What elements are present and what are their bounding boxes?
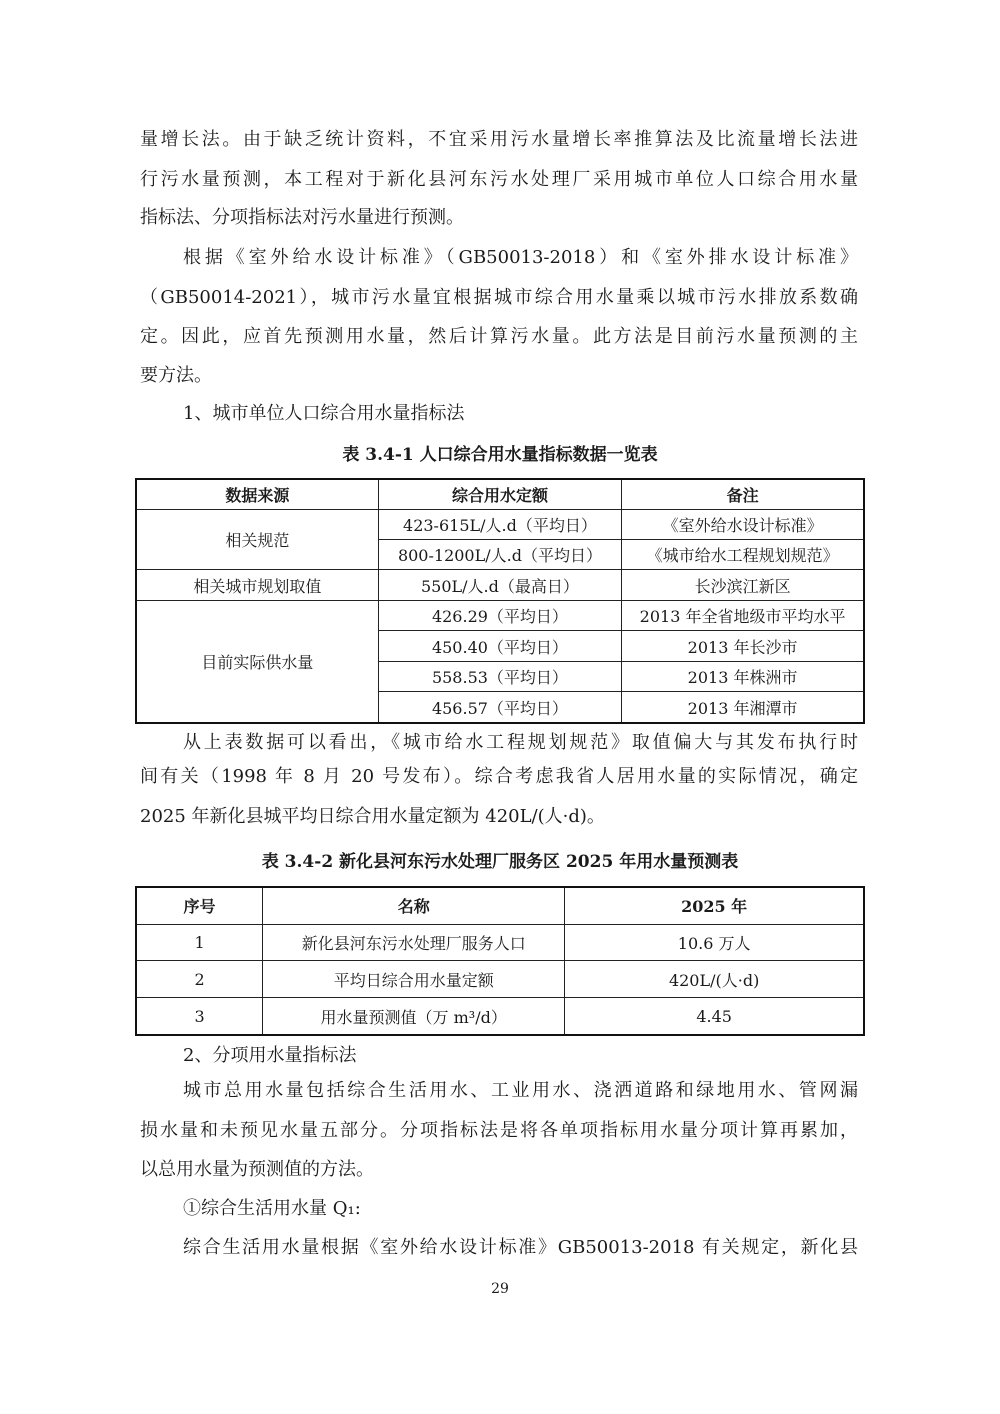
section-heading-1: 1、城市单位人口综合用水量指标法 xyxy=(183,403,465,424)
text-line: 综合生活用水量根据《室外给水设计标准》GB50013-2018 有关规定，新化县 xyxy=(183,1237,858,1258)
table1-caption: 表 3.4-1 人口综合用水量指标数据一览表 xyxy=(342,445,658,465)
section-heading-3: ①综合生活用水量 Q₁: xyxy=(183,1198,361,1219)
text-line: 行污水量预测，本工程对于新化县河东污水处理厂采用城市单位人口综合用水量 xyxy=(140,169,858,190)
table-row xyxy=(136,961,864,998)
quota-cell: 550L/人.d（最高日） xyxy=(378,570,621,600)
table-row xyxy=(136,600,864,630)
text-line: 从上表数据可以看出，《城市给水工程规划规范》取值偏大与其发布执行时 xyxy=(183,732,858,753)
note-cell: 2013 年全省地级市平均水平 xyxy=(622,600,864,630)
table-row xyxy=(136,570,864,600)
table-header-row xyxy=(136,887,864,924)
table-row xyxy=(136,924,864,961)
text-line: 根据《室外给水设计标准》（GB50013-2018）和《室外排水设计标准》 xyxy=(183,247,858,268)
text-line: 以总用水量为预测值的方法。 xyxy=(140,1159,374,1180)
text-line: 定。因此，应首先预测用水量，然后计算污水量。此方法是目前污水量预测的主 xyxy=(140,326,858,347)
table-header-row xyxy=(136,479,864,509)
section-heading-2: 2、分项用水量指标法 xyxy=(183,1045,357,1066)
column-header: 数据来源 xyxy=(136,479,378,509)
table-row xyxy=(136,998,864,1035)
value-cell: 10.6 万人 xyxy=(565,924,864,961)
note-cell: 《室外给水设计标准》 xyxy=(622,509,864,539)
quota-cell: 450.40（平均日） xyxy=(378,631,621,661)
table-row xyxy=(136,509,864,539)
note-cell: 2013 年株洲市 xyxy=(622,661,864,691)
column-header: 综合用水定额 xyxy=(378,479,621,509)
note-cell: 2013 年长沙市 xyxy=(622,631,864,661)
text-line: 城市总用水量包括综合生活用水、工业用水、浇洒道路和绿地用水、管网漏 xyxy=(183,1080,858,1101)
name-cell: 平均日综合用水量定额 xyxy=(263,961,565,998)
text-line: 指标法、分项指标法对污水量进行预测。 xyxy=(140,207,464,228)
column-header: 序号 xyxy=(136,887,263,924)
water-forecast-table xyxy=(135,886,865,1036)
water-quota-table xyxy=(135,478,865,724)
quota-cell: 800-1200L/人.d（平均日） xyxy=(378,539,621,569)
column-header: 2025 年 xyxy=(565,887,864,924)
column-header: 备注 xyxy=(622,479,864,509)
source-cell: 相关城市规划取值 xyxy=(136,570,378,600)
note-cell: 长沙滨江新区 xyxy=(622,570,864,600)
note-cell: 《城市给水工程规划规范》 xyxy=(622,539,864,569)
column-header: 名称 xyxy=(263,887,565,924)
page-number: 29 xyxy=(491,1281,509,1297)
source-cell: 相关规范 xyxy=(136,509,378,570)
text-line: （GB50014-2021），城市污水量宜根据城市综合用水量乘以城市污水排放系数确 xyxy=(140,287,858,308)
text-line: 2025 年新化县城平均日综合用水量定额为 420L/(人·d)。 xyxy=(140,806,605,827)
value-cell: 420L/(人·d) xyxy=(565,961,864,998)
index-cell: 1 xyxy=(136,924,263,961)
quota-cell: 426.29（平均日） xyxy=(378,600,621,630)
text-line: 要方法。 xyxy=(140,365,212,386)
index-cell: 3 xyxy=(136,998,263,1035)
source-cell: 目前实际供水量 xyxy=(136,600,378,723)
name-cell: 用水量预测值（万 m³/d） xyxy=(263,998,565,1035)
text-line: 损水量和未预见水量五部分。分项指标法是将各单项指标用水量分项计算再累加， xyxy=(140,1120,858,1141)
table2-caption: 表 3.4-2 新化县河东污水处理厂服务区 2025 年用水量预测表 xyxy=(261,852,739,872)
index-cell: 2 xyxy=(136,961,263,998)
text-line: 间有关（1998 年 8 月 20 号发布）。综合考虑我省人居用水量的实际情况，确定 xyxy=(140,766,858,787)
text-line: 量增长法。由于缺乏统计资料，不宜采用污水量增长率推算法及比流量增长法进 xyxy=(140,129,858,150)
quota-cell: 423-615L/人.d（平均日） xyxy=(378,509,621,539)
name-cell: 新化县河东污水处理厂服务人口 xyxy=(263,924,565,961)
quota-cell: 456.57（平均日） xyxy=(378,692,621,723)
quota-cell: 558.53（平均日） xyxy=(378,661,621,691)
note-cell: 2013 年湘潭市 xyxy=(622,692,864,723)
value-cell: 4.45 xyxy=(565,998,864,1035)
